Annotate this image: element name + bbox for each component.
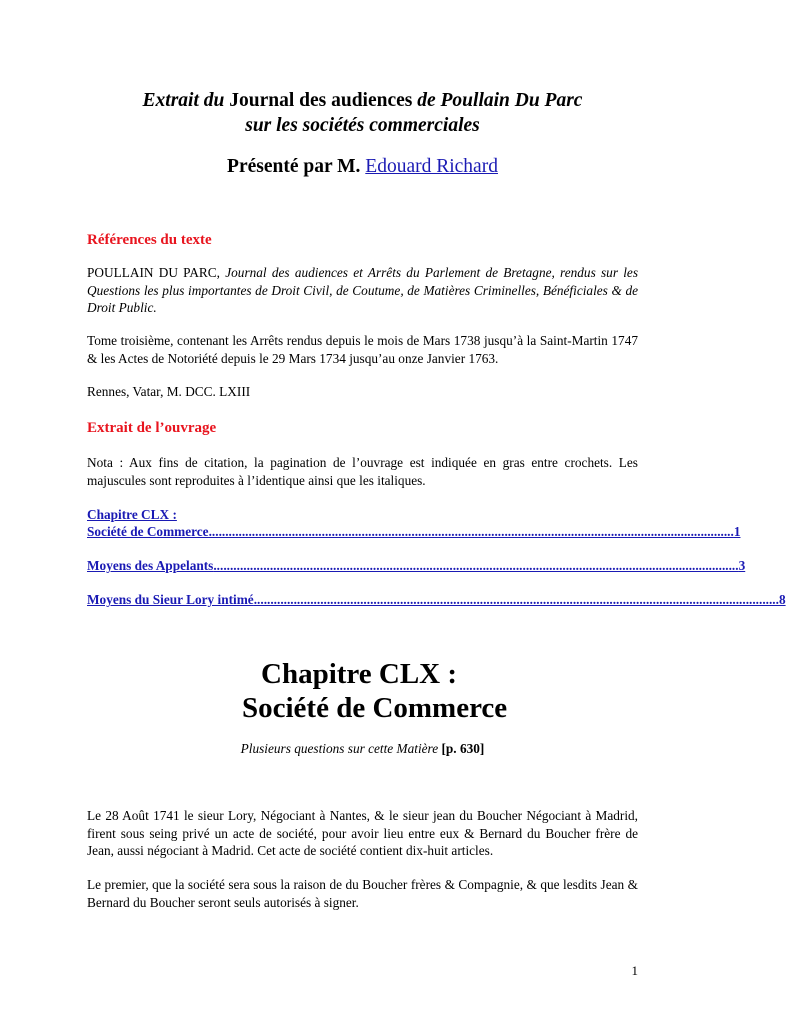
reference-work-title: Journal des audiences et Arrêts du Parlement de Bretagne, rendus sur les Questions les plus importantes de Droit Civil, de Coutume, de Matières Criminelles, Bénéficiales & de Droit Public. — [87, 265, 639, 316]
toc-item-page: 3 — [738, 558, 746, 573]
toc-item-lory[interactable] — [87, 591, 786, 608]
title-subject: sur les sociétés commerciales — [245, 115, 480, 136]
extract-heading: Extrait de l’ouvrage — [87, 420, 217, 436]
toc-item-lory-row — [87, 591, 786, 608]
title-author: de Poullain Du Parc — [417, 90, 583, 111]
body-paragraph-1: Le 28 Août 1741 le sieur Lory, Négociant à Nantes, & le sieur jean du Boucher Négociant à Madrid, firent sous seing privé un acte de société, pour avoir lieu entre eux & Bernard du Boucher frère de Jean, aussi négociant à Madrid. Cet acte de société contient dix-huit articles. — [87, 808, 638, 859]
presenter-prefix: Présenté par M. — [227, 156, 366, 177]
subtitle-text: Plusieurs questions sur cette Matière — [240, 741, 439, 756]
toc-dot-leader: .............................................................................................................................................................. — [213, 558, 739, 573]
toc-item-label: Moyens du Sieur Lory intimé — [87, 592, 254, 607]
chapter-subtitle — [87, 740, 638, 758]
reference-tome: Tome troisième, contenant les Arrêts rendus depuis le mois de Mars 1738 jusqu’à la Saint-Martin 1747 & les Actes de Notoriété depuis le 29 Mars 1734 jusqu’au onze Janvier 1763. — [87, 333, 638, 366]
toc-chapter-link[interactable]: Chapitre CLX : — [87, 507, 177, 522]
toc-dot-leader: .............................................................................................................................................................. — [208, 524, 734, 539]
page-number: 1 — [631, 963, 638, 978]
chapter-title — [242, 657, 530, 725]
toc-dot-leader: .............................................................................................................................................................. — [253, 592, 779, 607]
toc-item-appelants[interactable] — [87, 557, 746, 574]
document-title — [87, 88, 638, 138]
toc-item-page: 8 — [778, 592, 786, 607]
toc-item-societe[interactable] — [87, 523, 741, 540]
chapter-name: Société de Commerce — [242, 692, 508, 724]
subtitle-page-ref: [p. 630] — [441, 741, 485, 756]
table-of-contents — [87, 506, 741, 540]
title-journal: Journal des audiences — [224, 90, 418, 111]
toc-item-page: 1 — [733, 524, 741, 539]
title-line-2 — [87, 113, 638, 138]
title-line-1 — [87, 88, 638, 113]
body-paragraph-2: Le premier, que la société sera sous la raison de du Boucher frères & Compagnie, & que lesdits Jean & Bernard du Boucher seront seuls autorisés à signer. — [87, 877, 638, 910]
presenter-link[interactable]: Edouard Richard — [365, 156, 498, 177]
chapter-number: Chapitre CLX : — [261, 658, 458, 690]
references-heading: Références du texte — [87, 232, 212, 248]
reference-author: POULLAIN DU PARC, — [87, 265, 226, 280]
reference-imprint: Rennes, Vatar, M. DCC. LXIII — [87, 384, 251, 399]
nota-paragraph: Nota : Aux fins de citation, la pagination de l’ouvrage est indiquée en gras entre crochets. Les majuscules sont reproduites à l’identique ainsi que les italiques. — [87, 455, 638, 488]
toc-item-label: Moyens des Appelants — [87, 558, 214, 573]
toc-item-appelants-row — [87, 557, 746, 574]
title-extrait: Extrait du — [142, 90, 225, 111]
presenter-line — [87, 154, 638, 180]
reference-citation — [87, 264, 638, 317]
toc-item-label: Société de Commerce — [87, 524, 209, 539]
